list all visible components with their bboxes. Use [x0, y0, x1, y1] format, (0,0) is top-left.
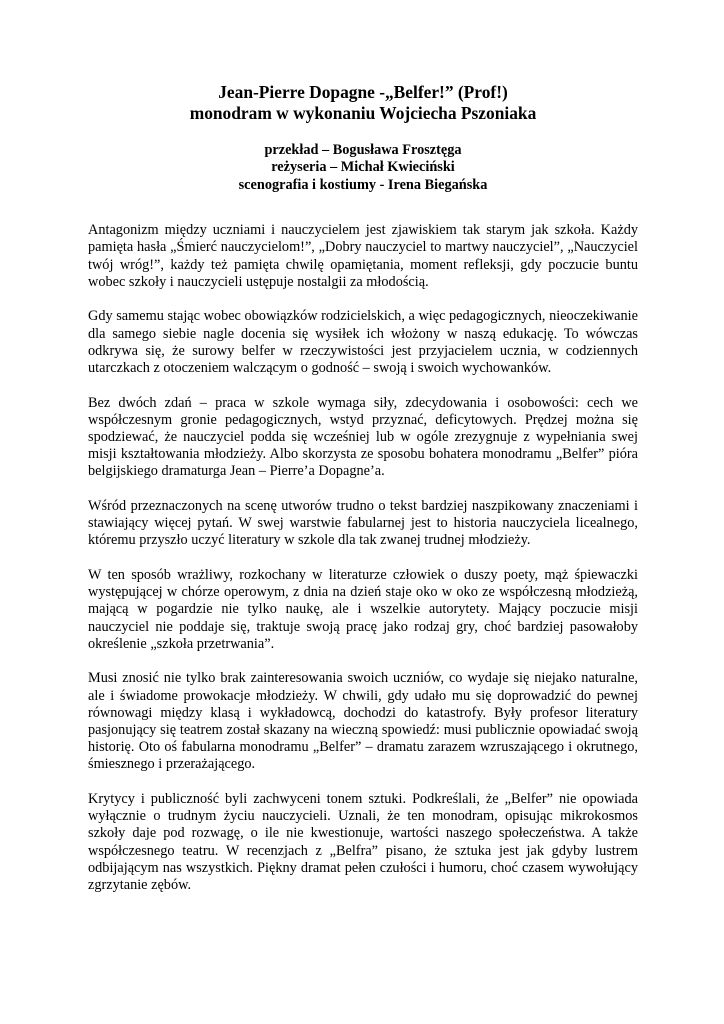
- credits-block: [88, 142, 638, 194]
- article-body: [88, 222, 638, 894]
- paragraph: Bez dwóch zdań – praca w szkole wymaga siły, zdecydowania i osobowości: cech we współczesnym gronie pedagogicznych, wstyd przyznać, deficytowych. Prędzej można się spodziewać, że nauczyciel podda się wcześniej lub w ogóle zrezygnuje z wypełniania swej misji kształtowania młodzieży. Albo skorzysta ze sposobu bohatera monodramu „Belfer” pióra belgijskiego dramaturga Jean – Pierre’a Dopagne’a.: [88, 394, 638, 480]
- title-line-1: Jean-Pierre Dopagne -„Belfer!” (Prof!): [218, 82, 508, 102]
- paragraph: Krytycy i publiczność byli zachwyceni tonem sztuki. Podkreślali, że „Belfer” nie opowiada wyłącznie o trudnym życiu nauczycieli. Uznali, że ten monodram, opisując mikrokosmos szkoły daje pod rozwagę, o ile nie kwestionuje, wartości naszego społeczeństwa. A także współczesnego teatru. W recenzjach z „Belfra” pisano, że sztuka jest jak gdyby lustrem odbijającym nas wszystkich. Piękny dramat pełen czułości i humoru, choć czasem wywołujący zgrzytanie zębów.: [88, 791, 638, 894]
- document-page: [88, 82, 638, 912]
- title-line-2: monodram w wykonaniu Wojciecha Pszoniaka: [189, 103, 537, 123]
- credit-scenography: scenografia i kostiumy - Irena Biegańska: [238, 176, 488, 193]
- paragraph: Antagonizm między uczniami i nauczycielem jest zjawiskiem tak starym jak szkoła. Każdy pamięta hasła „Śmierć nauczycielom!”, „Dobry nauczyciel to martwy nauczyciel”, „Nauczyciel twój wróg!”, każdy też pamięta chwilę opamiętania, moment refleksji, gdy poczucie buntu wobec szkoły i nauczycieli ustępuje nostalgii za młodością.: [88, 222, 638, 290]
- credit-translation: przekład – Bogusława Frosztęga: [264, 142, 462, 158]
- paragraph: Musi znosić nie tylko brak zainteresowania swoich uczniów, co wydaje się niejako naturalne, ale i świadome prowokacje młodzieży. W chwili, gdy udało mu się doprowadzić do pewnej równowagi między klasą i wykładowcą, dochodzi do katastrofy. Były profesor literatury pasjonujący się teatrem został skazany na wieczną spowiedź: musi publicznie opowiadać swoją historię. Oto oś fabularna monodramu „Belfer” – dramatu zarazem wzruszającego i okrutnego, śmiesznego i przerażającego.: [88, 670, 638, 773]
- paragraph: Gdy samemu stając wobec obowiązków rodzicielskich, a więc pedagogicznych, nieoczekiwanie dla samego siebie nagle docenia się wysiłek ich włożony w naszą edukację. To wówczas odkrywa się, że surowy belfer w rzeczywistości jest przyjacielem ucznia, w codziennych utarczkach z otoczeniem walczącym o godność – swoją i swoich wychowanków.: [88, 308, 638, 377]
- paragraph: Wśród przeznaczonych na scenę utworów trudno o tekst bardziej naszpikowany znaczeniami i stawiający więcej pytań. W swej warstwie fabularnej jest to historia nauczyciela licealnego, któremu przyszło uczyć literatury w szkole dla tak zwanej trudnej młodzieży.: [88, 498, 638, 549]
- credit-direction: reżyseria – Michał Kwieciński: [271, 159, 455, 176]
- paragraph: W ten sposób wrażliwy, rozkochany w literaturze człowiek o duszy poety, mąż śpiewaczki występującej w chórze operowym, z dnia na dzień staje oko w oko ze współczesną młodzieżą, mającą w pogardzie nie tylko naukę, ale i wszelkie autorytety. Mający poczucie misji nauczyciel nie poddaje się, traktuje swoją pracę jako rodzaj gry, choć bardziej pasowałoby określenie „szkoła przetrwania”.: [88, 567, 638, 652]
- document-title: [88, 82, 638, 124]
